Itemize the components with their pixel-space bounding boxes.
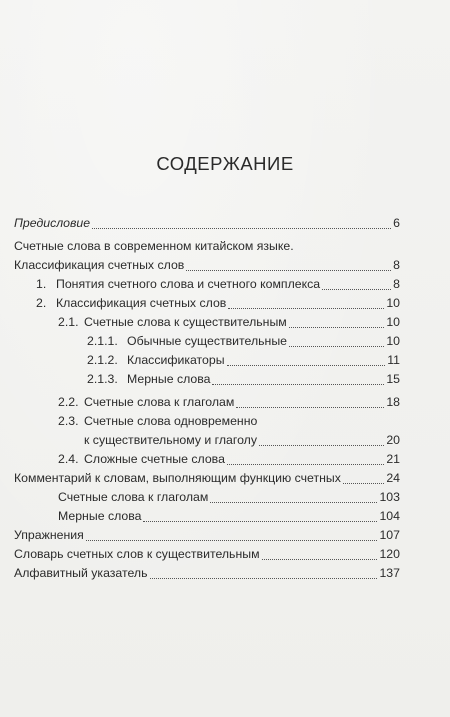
toc-entry-page: 11 — [387, 353, 400, 367]
table-of-contents — [14, 214, 400, 583]
toc-entry-2-3 — [14, 412, 400, 431]
dot-leader — [289, 327, 385, 328]
toc-entry-title: Комментарий к словам, выполняющим функцию счетных — [14, 471, 341, 485]
toc-entry-title: Мерные слова — [127, 372, 211, 386]
toc-entry-title: Классификация счетных слов — [56, 296, 227, 310]
toc-entry-page: 18 — [386, 395, 400, 409]
toc-entry-number: 1. — [36, 277, 47, 291]
toc-entry-title: Мерные слова — [58, 509, 142, 523]
dot-leader — [227, 365, 386, 366]
toc-entry-preface — [14, 214, 400, 233]
toc-entry-title: Предисловие — [14, 216, 91, 230]
toc-entry-index — [14, 564, 400, 583]
toc-entry-title: Обычные существительные — [127, 334, 288, 348]
toc-entry-1 — [14, 275, 400, 294]
dot-leader — [92, 228, 391, 229]
toc-entry-number: 2.1. — [58, 315, 79, 329]
toc-entry-page: 137 — [379, 566, 400, 580]
dot-leader — [343, 483, 384, 484]
toc-entry-page: 10 — [386, 296, 400, 310]
toc-entry-title: Словарь счетных слов к существительным — [14, 547, 260, 561]
toc-entry-commentary-measure — [14, 507, 400, 526]
toc-entry-title: Счетные слова к существительным — [84, 315, 287, 329]
dot-leader — [228, 308, 384, 309]
toc-entry-number: 2.2. — [58, 395, 79, 409]
toc-entry-title: Упражнения — [14, 528, 84, 542]
toc-entry-2-1 — [14, 313, 400, 332]
toc-entry-2-1-2 — [14, 351, 400, 370]
toc-entry-page: 21 — [386, 452, 400, 466]
toc-entry-page: 10 — [386, 334, 400, 348]
toc-entry-commentary-verbs — [14, 488, 400, 507]
dot-leader — [227, 464, 384, 465]
dot-leader — [186, 270, 391, 271]
toc-entry-number: 2. — [36, 296, 47, 310]
toc-entry-title: Счетные слова к глаголам — [58, 490, 209, 504]
dot-leader — [212, 384, 384, 385]
toc-entry-2-1-3 — [14, 370, 400, 389]
toc-entry-title: Счетные слова к глаголам — [84, 395, 235, 409]
toc-entry-page: 120 — [379, 547, 400, 561]
toc-entry-page: 24 — [386, 471, 400, 485]
toc-entry-page: 8 — [393, 277, 400, 291]
toc-entry-number: 2.1.3. — [87, 372, 118, 386]
toc-entry-section-line — [14, 237, 400, 256]
toc-entry-commentary — [14, 469, 400, 488]
toc-entry-2 — [14, 294, 400, 313]
toc-entry-2-2 — [14, 393, 400, 412]
toc-entry-2-4 — [14, 450, 400, 469]
toc-entry-title: Алфавитный указатель — [14, 566, 148, 580]
toc-entry-page: 10 — [386, 315, 400, 329]
dot-leader — [322, 289, 391, 290]
toc-entry-title: к существительному и глаголу — [84, 433, 258, 447]
dot-leader — [143, 521, 377, 522]
toc-entry-classification — [14, 256, 400, 275]
toc-entry-page: 15 — [386, 372, 400, 386]
toc-entry-dictionary — [14, 545, 400, 564]
toc-entry-page: 103 — [379, 490, 400, 504]
toc-entry-number: 2.1.1. — [87, 334, 118, 348]
toc-entry-exercises — [14, 526, 400, 545]
toc-entry-number: 2.1.2. — [87, 353, 118, 367]
toc-entry-number: 2.3. — [58, 414, 79, 428]
toc-entry-page: 20 — [386, 433, 400, 447]
toc-entry-page: 104 — [379, 509, 400, 523]
toc-entry-number: 2.4. — [58, 452, 79, 466]
toc-entry-page: 6 — [393, 216, 400, 230]
dot-leader — [150, 578, 378, 579]
toc-entry-title: Сложные счетные слова — [84, 452, 225, 466]
page-title: СОДЕРЖАНИЕ — [156, 153, 294, 174]
toc-entry-2-3-cont — [14, 431, 400, 450]
dot-leader — [86, 540, 378, 541]
dot-leader — [210, 502, 377, 503]
toc-entry-title: Классификаторы — [127, 353, 225, 367]
toc-entry-title: Счетные слова одновременно — [84, 414, 258, 428]
toc-entry-title: Счетные слова в современном китайском языке. — [14, 239, 294, 253]
dot-leader — [262, 559, 378, 560]
toc-entry-title: Классификация счетных слов — [14, 258, 185, 272]
toc-entry-2-1-1 — [14, 332, 400, 351]
toc-entry-page: 107 — [379, 528, 400, 542]
toc-entry-page: 8 — [393, 258, 400, 272]
dot-leader — [259, 445, 384, 446]
toc-entry-title: Понятия счетного слова и счетного комплекса — [56, 277, 321, 291]
dot-leader — [236, 407, 384, 408]
dot-leader — [289, 346, 384, 347]
